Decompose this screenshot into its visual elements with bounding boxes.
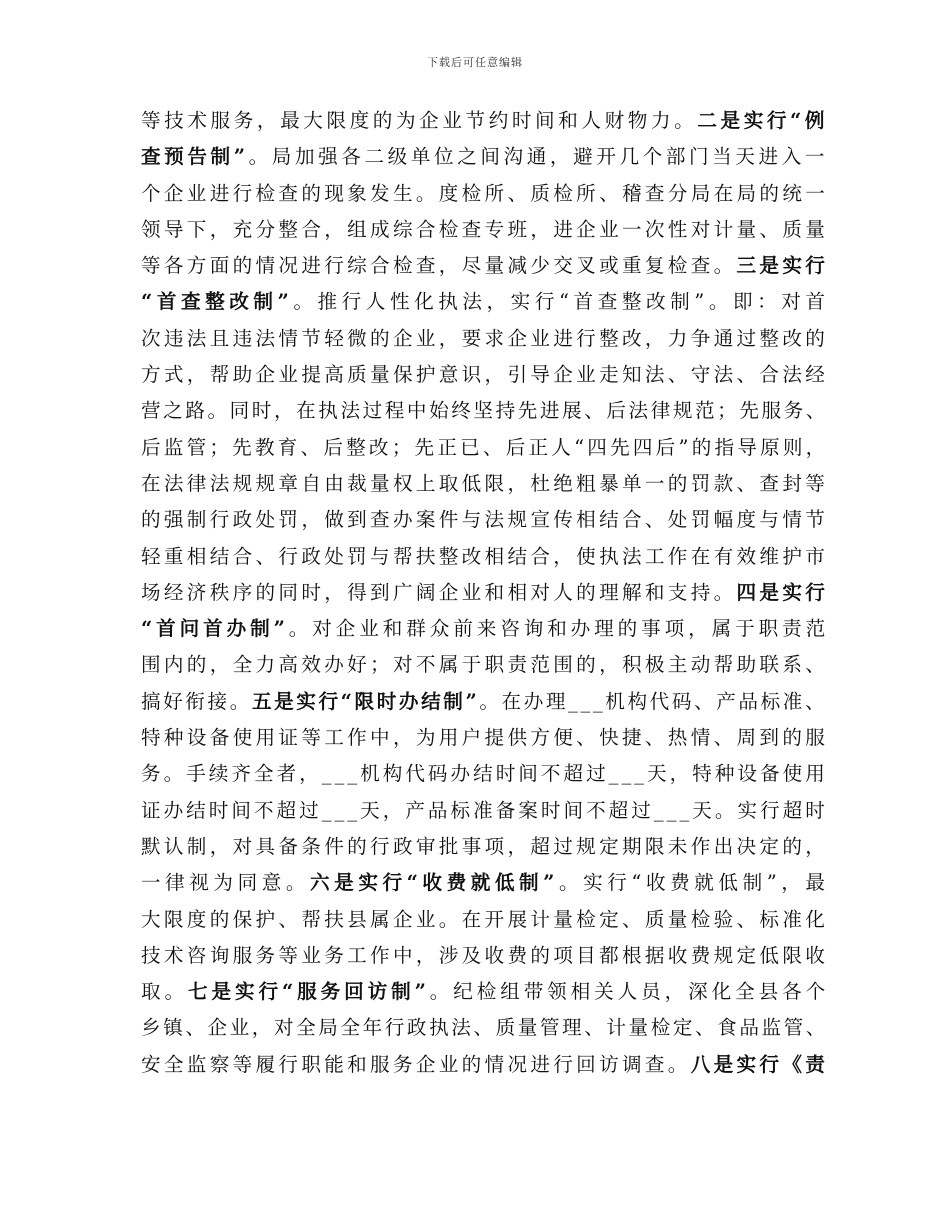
- text-line: [141, 393, 828, 429]
- text-segment: 。在办理___机构代码、产品标准、: [479, 689, 828, 713]
- text-segment: 一律视为同意。: [141, 871, 311, 895]
- text-segment: 次违法且违法情节轻微的企业，要求企业进行整改，力争通过整改的: [141, 326, 829, 350]
- text-line: [141, 938, 829, 974]
- text-line: [141, 575, 829, 611]
- text-line: [141, 756, 828, 792]
- text-line: [141, 974, 830, 1010]
- text-segment: 取。: [141, 980, 188, 1004]
- text-line: [141, 176, 829, 212]
- text-line: [141, 865, 830, 901]
- text-segment: 。局加强各二级单位之间沟通，避开几个部门当天进入一: [248, 145, 829, 169]
- text-line: [141, 103, 829, 139]
- text-segment: 特种设备使用证等工作中，为用户提供方便、快捷、热情、周到的服: [141, 726, 829, 750]
- text-segment: 轻重相结合、行政处罚与帮扶整改相结合，使执法工作在有效维护市: [141, 544, 829, 568]
- bold-text-segment: 八是实行《责: [690, 1052, 829, 1076]
- text-segment: 大限度的保护、帮扶县属企业。在开展计量检定、质量检验、标准化: [141, 907, 829, 931]
- text-line: [141, 284, 830, 320]
- bold-text-segment: 二是实行“例: [697, 109, 829, 132]
- text-segment: 营之路。同时，在执法过程中始终坚持先进展、后法律规范；先服务、: [141, 399, 828, 423]
- bold-text-segment: 三是实行: [736, 254, 829, 278]
- text-line: [141, 357, 829, 393]
- text-line: [141, 430, 829, 466]
- text-line: [141, 248, 829, 284]
- bold-text-segment: “首查整改制”: [141, 290, 294, 314]
- bold-text-segment: “首问首办制”: [141, 617, 289, 641]
- bold-text-segment: 六是实行“收费就低制”: [310, 871, 559, 895]
- text-line: [141, 611, 830, 647]
- text-line: [141, 321, 829, 357]
- text-segment: 。对企业和群众前来咨询和办理的事项，属于职责范: [288, 617, 830, 641]
- text-line: [141, 720, 829, 756]
- text-segment: 的强制行政处罚，做到查办案件与法规宣传相结合、处罚幅度与情节: [141, 508, 829, 532]
- text-segment: 安全监察等履行职能和服务企业的情况进行回访调查。: [141, 1052, 691, 1076]
- text-segment: 围内的，全力高效办好；对不属于职责范围的，积极主动帮助联系、: [141, 653, 829, 677]
- text-line: [141, 539, 829, 575]
- text-line: [141, 139, 829, 175]
- text-segment: 方式，帮助企业提高质量保护意识，引导企业走知法、守法、合法经: [141, 363, 829, 387]
- text-line: [141, 466, 829, 502]
- text-line: [141, 212, 829, 248]
- text-line: [141, 902, 829, 938]
- text-line: [141, 793, 828, 829]
- text-segment: 个企业进行检查的现象发生。度检所、质检所、稽查分局在局的统一: [141, 181, 829, 205]
- text-segment: 等各方面的情况进行综合检查，尽量减少交叉或重复检查。: [141, 254, 737, 278]
- text-segment: 场经济秩序的同时，得到广阔企业和相对人的理解和支持。: [141, 580, 737, 604]
- bold-text-segment: 七是实行“服务回访制”: [187, 980, 430, 1004]
- text-segment: 务。手续齐全者，___机构代码办结时间不超过___天，特种设备使用: [141, 762, 828, 786]
- text-segment: 默认制，对具备条件的行政审批事项，超过规定期限未作出决定的，: [141, 834, 829, 858]
- text-segment: 搞好衔接。: [141, 689, 252, 713]
- page-header: 下载后可任意编辑: [427, 56, 523, 69]
- text-segment: 。推行人性化执法，实行“首查整改制”。即：对首: [293, 290, 830, 314]
- text-segment: 证办结时间不超过___天，产品标准备案时间不超过___天。实行超时: [141, 798, 828, 822]
- text-segment: 等技术服务，最大限度的为企业节约时间和人财物力。: [141, 109, 698, 132]
- text-segment: 后监管；先教育、后整改；先正已、后正人“四先四后”的指导原则，: [141, 435, 829, 459]
- text-line: [141, 684, 828, 720]
- text-line: [141, 1010, 828, 1046]
- bold-text-segment: 查预告制”: [141, 145, 249, 169]
- bold-text-segment: 四是实行: [736, 580, 829, 604]
- text-line: [141, 647, 829, 683]
- bold-text-segment: 五是实行“限时办结制”: [251, 689, 480, 713]
- text-segment: 技术咨询服务等业务工作中，涉及收费的项目都根据收费规定低限收: [141, 943, 829, 967]
- text-line: [141, 1047, 829, 1083]
- document-body: [141, 103, 830, 1083]
- text-segment: 在法律法规规章自由裁量权上取低限，杜绝粗暴单一的罚款、查封等: [141, 471, 829, 495]
- text-line: [141, 829, 829, 865]
- text-line: [141, 502, 829, 538]
- text-segment: 。纪检组带领相关人员，深化全县各个: [429, 980, 830, 1004]
- text-segment: 领导下，充分整合，组成综合检查专班，进企业一次性对计量、质量: [141, 217, 829, 241]
- text-segment: 。实行“收费就低制”，最: [558, 871, 830, 895]
- text-segment: 乡镇、企业，对全局全年行政执法、质量管理、计量检定、食品监管、: [141, 1016, 828, 1040]
